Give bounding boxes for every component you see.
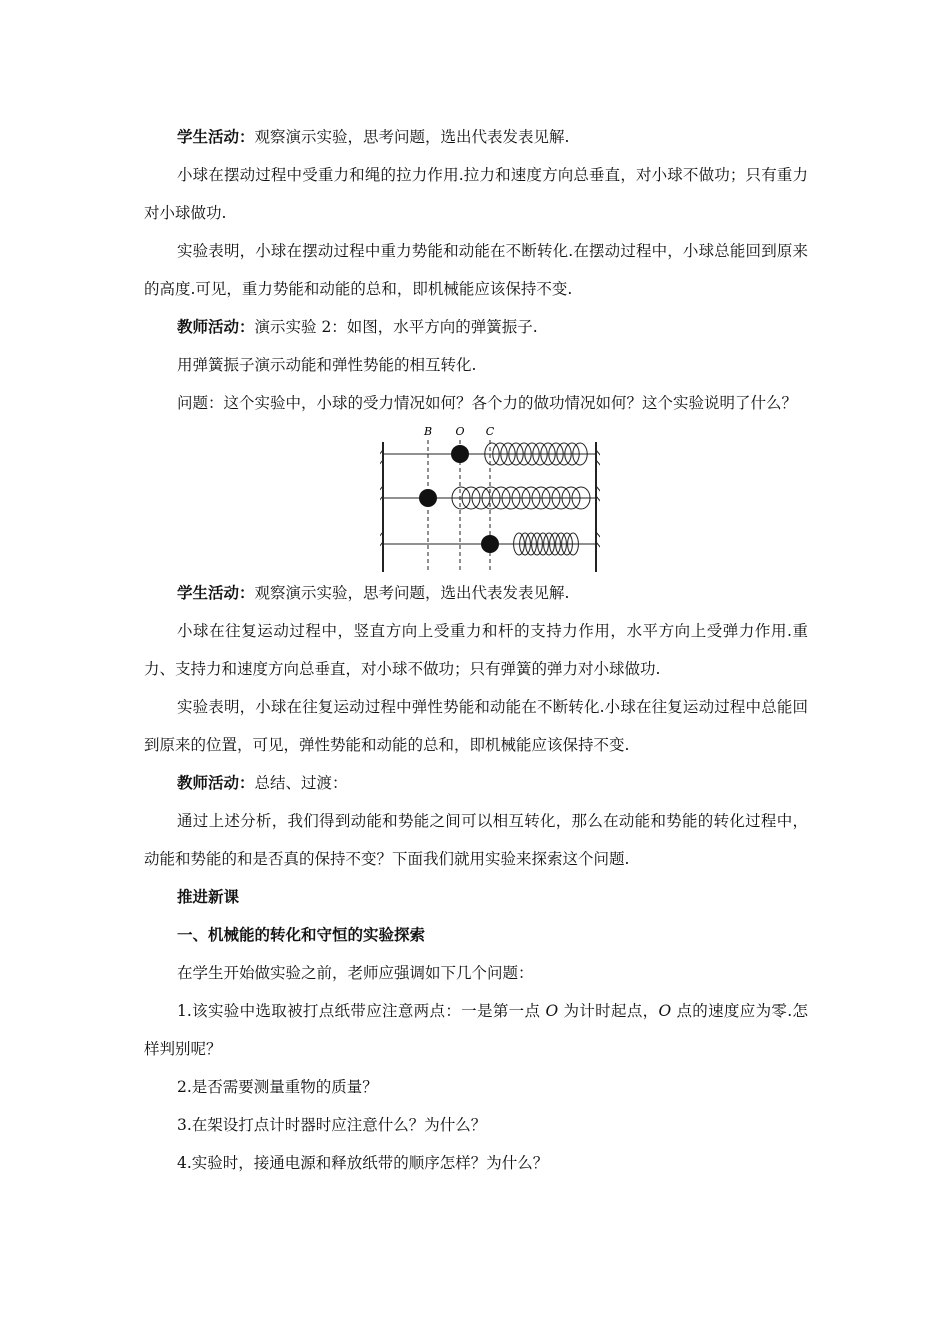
paragraph-student-activity-2 — [144, 574, 808, 612]
ball-at-b — [419, 489, 437, 507]
paragraph-text: 总结、过渡： — [254, 774, 348, 792]
question-1 — [144, 992, 808, 1068]
question-4: 4.实验时，接通电源和释放纸带的顺序怎样？为什么？ — [177, 1154, 549, 1172]
paragraph-transition: 通过上述分析，我们得到动能和势能之间可以相互转化，那么在动能和势能的转化过程中，动能和势能的和是否真的保持不变？下面我们就用实验来探索这个问题. — [144, 812, 808, 868]
left-wall — [380, 442, 383, 572]
section-heading-new-lesson: 推进新课 — [177, 888, 240, 906]
paragraph-oscillator-conclusion: 实验表明，小球在往复运动过程中弹性势能和动能在不断转化.小球在往复运动过程中总能回到原来的位置，可见，弹性势能和动能的总和，即机械能应该保持不变. — [144, 698, 808, 754]
label-student-activity: 学生活动： — [177, 584, 255, 602]
paragraph-teacher-activity-2 — [144, 764, 808, 802]
spring-oscillator-figure — [380, 424, 600, 574]
label-b: B — [423, 425, 433, 438]
paragraph-pendulum-conclusion: 实验表明，小球在摆动过程中重力势能和动能在不断转化.在摆动过程中，小球总能回到原来的高度.可见，重力势能和动能的总和，即机械能应该保持不变. — [144, 242, 808, 298]
paragraph-pendulum-forces: 小球在摆动过程中受重力和绳的拉力作用.拉力和速度方向总垂直，对小球不做功；只有重力对小球做功. — [144, 166, 808, 222]
question-2: 2.是否需要测量重物的质量？ — [177, 1078, 378, 1096]
paragraph-question: 问题：这个实验中，小球的受力情况如何？各个力的做功情况如何？这个实验说明了什么？ — [177, 394, 798, 412]
paragraph-preface: 在学生开始做实验之前，老师应强调如下几个问题： — [177, 964, 534, 982]
question-text: 1.该实验中选取被打点纸带应注意两点：一是第一点 — [177, 1002, 546, 1020]
question-text: 为计时起点， — [558, 1002, 659, 1020]
paragraph-spring-demo: 用弹簧振子演示动能和弹性势能的相互转化. — [177, 356, 477, 374]
paragraph-text: 观察演示实验，思考问题，选出代表发表见解. — [254, 128, 570, 146]
symbol-o: O — [545, 1002, 559, 1020]
ball-at-c — [481, 535, 499, 553]
paragraph-text: 演示实验 2：如图，水平方向的弹簧振子. — [254, 318, 538, 336]
label-teacher-activity: 教师活动： — [177, 774, 255, 792]
symbol-o: O — [658, 1002, 672, 1020]
label-student-activity: 学生活动： — [177, 128, 255, 146]
label-teacher-activity: 教师活动： — [177, 318, 255, 336]
paragraph-text: 观察演示实验，思考问题，选出代表发表见解. — [254, 584, 570, 602]
right-wall — [596, 442, 600, 572]
document-body — [144, 118, 808, 1182]
paragraph-oscillator-forces: 小球在往复运动过程中，竖直方向上受重力和杆的支持力作用，水平方向上受弹力作用.重力、支持力和速度方向总垂直，对小球不做功；只有弹簧的弹力对小球做功. — [144, 622, 808, 678]
paragraph-student-activity-1 — [144, 118, 808, 156]
label-o: O — [455, 425, 465, 438]
section-heading-experiment: 一、机械能的转化和守恒的实验探索 — [177, 926, 426, 944]
paragraph-teacher-activity-1 — [144, 308, 808, 346]
question-3: 3.在架设打点计时器时应注意什么？为什么？ — [177, 1116, 487, 1134]
label-c: C — [485, 425, 495, 438]
question-text: 点的速度应为零.怎样判别呢？ — [144, 1002, 808, 1058]
ball-at-o — [451, 445, 469, 463]
